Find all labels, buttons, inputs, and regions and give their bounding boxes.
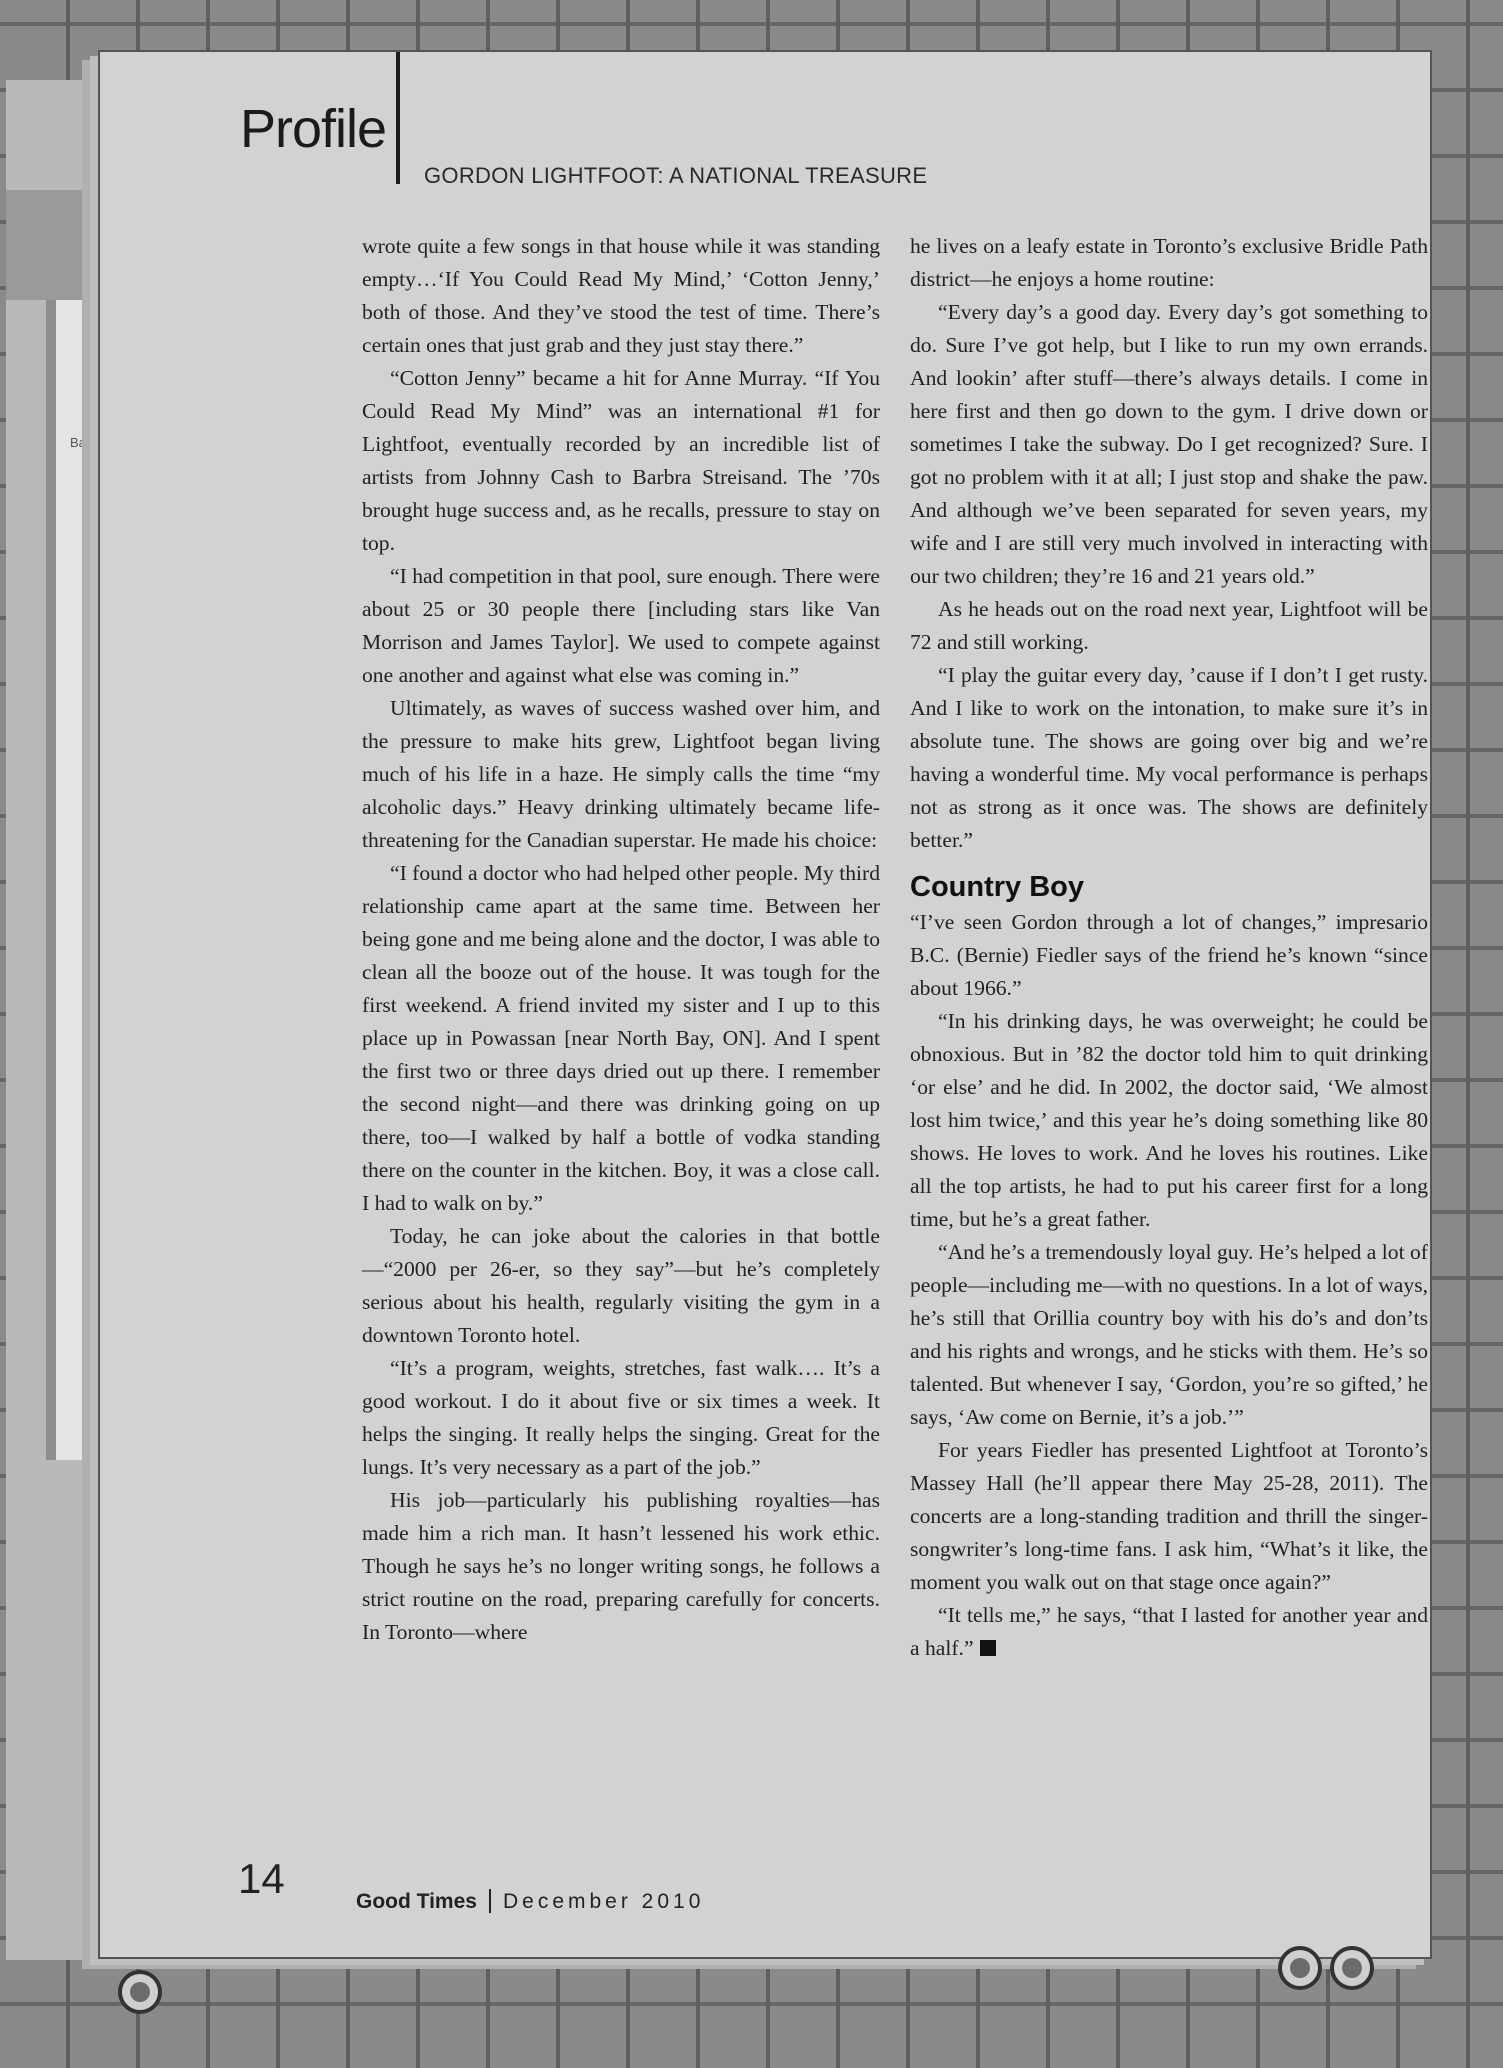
screw-icon xyxy=(1278,1946,1322,1990)
page-footer xyxy=(356,1889,704,1914)
paragraph: he lives on a leafy estate in Toronto’s exclusive Bridle Path district—he enjoys a home routine: xyxy=(910,234,1428,291)
article-column-right xyxy=(910,230,1428,1665)
footer-divider xyxy=(489,1889,491,1913)
paragraph: For years Fiedler has presented Lightfoot at Toronto’s Massey Hall (he’ll appear there May 25-28, 2011). The concerts are a long-standing tradition and thrill the singer-songwriter’s long-time fans. I ask him, “What’s it like, the moment you walk out on that stage once again?” xyxy=(910,1438,1428,1594)
section-label: Profile xyxy=(240,99,387,159)
paragraph: wrote quite a few songs in that house while it was standing empty…‘If You Could Read My Mind,’ ‘Cotton Jenny,’ both of those. And they’ve stood the test of time. There’s certain ones that just grab and they just stay there.” xyxy=(362,234,880,357)
article-column-left xyxy=(362,230,880,1649)
paragraph: His job—particularly his publishing royalties—has made him a rich man. It hasn’t lessened his work ethic. Though he says he’s no longer writing songs, he follows a strict routine on the road, preparing carefully for concerts. In Toronto—where xyxy=(362,1488,880,1644)
paragraph: “I’ve seen Gordon through a lot of changes,” impresario B.C. (Bernie) Fiedler says of the friend he’s known “since about 1966.” xyxy=(910,910,1428,1000)
magazine-name: Good Times xyxy=(356,1890,477,1913)
article-kicker: GORDON LIGHTFOOT: A NATIONAL TREASURE xyxy=(424,163,928,188)
paragraph: “I play the guitar every day, ’cause if I don’t I get rusty. And I like to work on the intonation, to make sure it’s in absolute tune. The shows are going over big and we’re having a wonderful time. My vocal performance is perhaps not as strong as it once was. The shows are definitely better.” xyxy=(910,663,1428,852)
screw-icon xyxy=(1330,1946,1374,1990)
paragraph-text: “It tells me,” he says, “that I lasted for another year and a half.” xyxy=(910,1603,1428,1660)
page-number: 14 xyxy=(238,1855,285,1902)
paragraph: “In his drinking days, he was overweight; he could be obnoxious. But in ’82 the doctor told him to quit drinking ‘or else’ and he did. In 2002, the doctor said, ‘We almost lost him twice,’ and this year he’s doing something like 80 shows. He loves to work. And he loves his routines. Like all the top artists, he had to put his career first for a long time, but he’s a great father. xyxy=(910,1009,1428,1231)
paragraph: “Every day’s a good day. Every day’s got something to do. Sure I’ve got help, but I like to run my own errands. And lookin’ after stuff—there’s always details. I come in here first and then go down to the gym. I drive down or sometimes I take the subway. Do I get recognized? Sure. I got no problem with it at all; I just stop and shake the paw. And although we’ve been separated for seven years, my wife and I are still very much involved in interacting with our two children; they’re 16 and 21 years old.” xyxy=(910,300,1428,588)
screw-icon xyxy=(118,1970,162,2014)
paragraph: Today, he can joke about the calories in that bottle—“2000 per 26-er, so they say”—but he’s completely serious about his health, regularly visiting the gym in a downtown Toronto hotel. xyxy=(362,1224,880,1347)
magazine-page xyxy=(98,50,1432,1959)
header-divider xyxy=(396,52,400,184)
paragraph: As he heads out on the road next year, Lightfoot will be 72 and still working. xyxy=(910,597,1428,654)
paragraph: “I found a doctor who had helped other people. My third relationship came apart at the same time. Between her being gone and me being alone and the doctor, I was able to clean all the booze out of the house. It was tough for the first weekend. A friend invited my sister and I up to this place up in Powassan [near North Bay, ON]. And I spent the first two or three days dried out up there. I remember the second night—and there was drinking going on up there, too—I walked by half a bottle of vodka standing there on the counter in the kitchen. Boy, it was a close call. I had to walk on by.” xyxy=(362,861,880,1215)
paragraph: Ultimately, as waves of success washed over him, and the pressure to make hits grew, Lightfoot began living much of his life in a haze. He simply calls the time “my alcoholic days.” Heavy drinking ultimately became life-threatening for the Canadian superstar. He made his choice: xyxy=(362,696,880,852)
end-mark-icon xyxy=(980,1640,996,1656)
paragraph: “And he’s a tremendously loyal guy. He’s helped a lot of people—including me—with no questions. In a lot of ways, he’s still that Orillia country boy with his do’s and don’ts and his rights and wrongs, and he sticks with them. He’s so talented. But whenever I say, ‘Gordon, you’re so gifted,’ he says, ‘Aw come on Bernie, it’s a job.’” xyxy=(910,1240,1428,1429)
paragraph: “Cotton Jenny” became a hit for Anne Murray. “If You Could Read My Mind” was an international #1 for Lightfoot, eventually recorded by an incredible list of artists from Johnny Cash to Barbra Streisand. The ’70s brought huge success and, as he recalls, pressure to stay on top. xyxy=(362,366,880,555)
underlying-page-fragment: Bar xyxy=(70,435,91,450)
final-paragraph xyxy=(910,1599,1428,1665)
paragraph: “It’s a program, weights, stretches, fast walk…. It’s a good workout. I do it about five or six times a week. It helps the singing. It really helps the singing. Great for the lungs. It’s very necessary as a part of the job.” xyxy=(362,1356,880,1479)
paragraph: “I had competition in that pool, sure enough. There were about 25 or 30 people there [including stars like Van Morrison and James Taylor]. We used to compete against one another and against what else was coming in.” xyxy=(362,564,880,687)
subheading: Country Boy xyxy=(910,871,1084,903)
issue-date: December 2010 xyxy=(502,1890,705,1913)
